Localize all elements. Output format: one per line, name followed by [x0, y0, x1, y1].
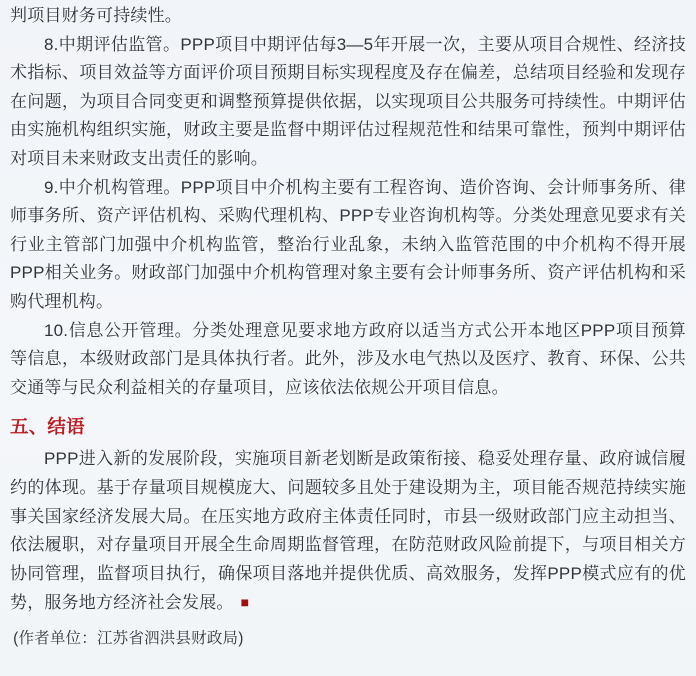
paragraph-mid-term-evaluation: 8.中期评估监管。PPP项目中期评估每3—5年开展一次，主要从项目合规性、经济技术指标、项目效益等方面评价项目预期目标实现程度及存在偏差，总结项目经验和发现存在问题，为项目合同变更和调整预算提供依据，以实现项目公共服务可持续性。中期评估由实施机构组织实施，财政主要是监督中期评估过程规范性和结果可靠性，预判中期评估对项目未来财政支出责任的影响。: [10, 34, 686, 168]
end-of-article-square-icon: ■: [240, 594, 250, 611]
paragraph-information-disclosure: 10.信息公开管理。分类处理意见要求地方政府以适当方式公开本地区PPP项目预算等信息，本级财政部门是具体执行者。此外，涉及水电气热以及医疗、教育、环保、公共交通等与民众利益相关的存量项目，应该依法依规公开项目信息。: [10, 320, 686, 397]
paragraph-conclusion: [10, 445, 686, 618]
conclusion-text: PPP进入新的发展阶段，实施项目新老划断是政策衔接、稳妥处理存量、政府诚信履约的体现。基于存量项目规模庞大、问题较多且处于建设期为主，项目能否规范持续实施事关国家经济发展大局。在压实地方政府主体责任同时，市县一级财政部门应主动担当、依法履职，对存量项目开展全生命周期监督管理，在防范财政风险前提下，与项目相关方协同管理，监督项目执行，确保项目落地并提供优质、高效服务，发挥PPP模式应有的优势，服务地方经济社会发展。: [10, 449, 686, 613]
paragraph-intermediary-management: 9.中介机构管理。PPP项目中介机构主要有工程咨询、造价咨询、会计师事务所、律师事务所、资产评估机构、采购代理机构、PPP专业咨询机构等。分类处理意见要求有关行业主管部门加强中介机构监管，整治行业乱象，未纳入监管范围的中介机构不得开展PPP相关业务。财政部门加强中介机构管理对象主要有会计师事务所、资产评估机构和采购代理机构。: [10, 177, 686, 311]
section-heading-conclusion: 五、结语: [10, 416, 85, 438]
author-affiliation-note: (作者单位：江苏省泗洪县财政局): [13, 629, 244, 647]
paragraph-continuation: 判项目财务可持续性。: [10, 6, 182, 25]
